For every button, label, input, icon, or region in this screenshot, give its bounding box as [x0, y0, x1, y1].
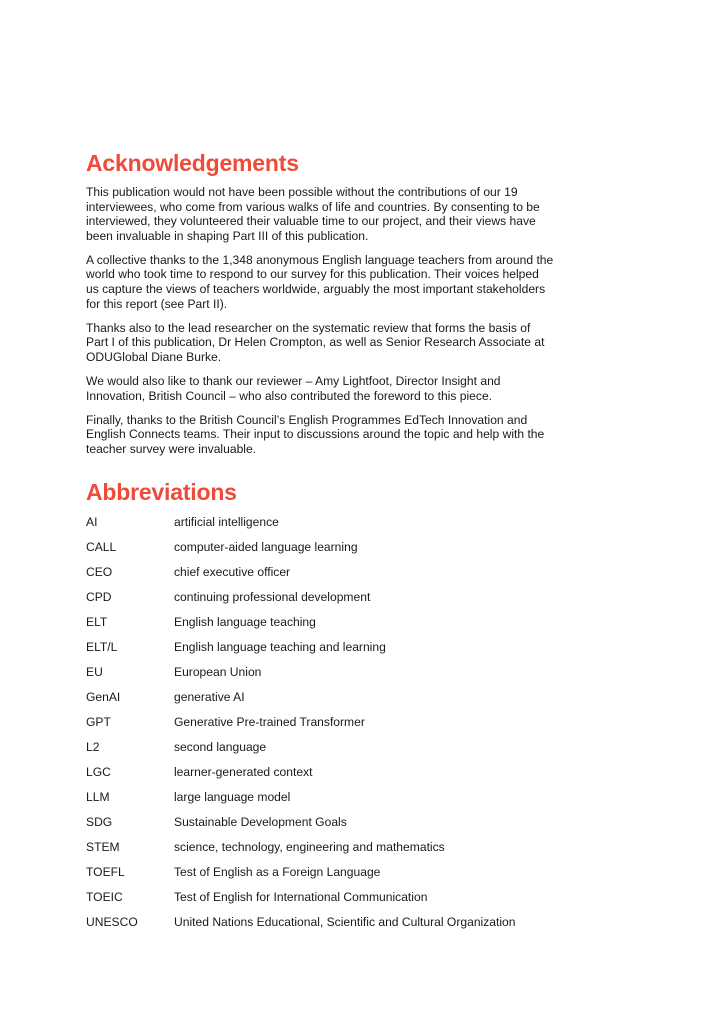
abbreviation-term: GPT [86, 714, 111, 729]
abbreviation-term: LGC [86, 764, 111, 779]
abbreviation-term: GenAI [86, 689, 121, 704]
abbreviation-definition: chief executive officer [174, 564, 291, 579]
abbreviation-definition: learner-generated context [174, 764, 313, 779]
abbreviation-term: STEM [86, 839, 120, 854]
abbreviation-row [86, 565, 554, 590]
abbreviation-term: AI [86, 514, 98, 529]
abbreviation-definition: continuing professional development [174, 589, 371, 604]
document-page [86, 148, 554, 940]
abbreviation-row [86, 915, 554, 940]
abbreviation-definition: English language teaching [174, 614, 316, 629]
abbreviation-row [86, 790, 554, 815]
abbreviation-definition: large language model [174, 789, 291, 804]
abbreviation-definition: Sustainable Development Goals [174, 814, 347, 829]
abbreviation-row [86, 765, 554, 790]
abbreviation-row [86, 540, 554, 565]
acknowledgements-section [86, 148, 554, 457]
acknowledgements-paragraph: A collective thanks to the 1,348 anonymous English language teachers from around the world who took time to respond to our survey for this publication. Their voices helped us capture the views of teachers worldwide, arguably the most important stakeholders for this report (see Part II). [86, 252, 554, 311]
abbreviation-row [86, 615, 554, 640]
abbreviation-term: SDG [86, 814, 113, 829]
acknowledgements-paragraph: Finally, thanks to the British Council’s English Programmes EdTech Innovation and English Connects teams. Their input to discussions around the topic and help with the teacher survey were invaluable. [86, 412, 545, 456]
abbreviation-term: L2 [86, 739, 100, 754]
abbreviation-definition: second language [174, 739, 267, 754]
abbreviation-term: CALL [86, 539, 117, 554]
abbreviation-definition: Test of English as a Foreign Language [174, 864, 381, 879]
abbreviation-term: TOEIC [86, 889, 123, 904]
abbreviation-row [86, 515, 554, 540]
abbreviation-term: TOEFL [86, 864, 125, 879]
abbreviation-row [86, 590, 554, 615]
abbreviation-row [86, 690, 554, 715]
abbreviation-row [86, 740, 554, 765]
abbreviation-definition: science, technology, engineering and mathematics [174, 839, 445, 854]
abbreviation-definition: United Nations Educational, Scientific and Cultural Organization [174, 914, 516, 929]
abbreviation-term: UNESCO [86, 914, 138, 929]
abbreviation-row [86, 665, 554, 690]
abbreviation-term: ELT [86, 614, 108, 629]
abbreviation-term: EU [86, 664, 103, 679]
acknowledgements-heading: Acknowledgements [86, 150, 299, 176]
abbreviation-row [86, 840, 554, 865]
abbreviation-definition: English language teaching and learning [174, 639, 386, 654]
abbreviation-definition: Test of English for International Communication [174, 889, 428, 904]
abbreviation-definition: artificial intelligence [174, 514, 279, 529]
abbreviation-definition: generative AI [174, 689, 245, 704]
acknowledgements-paragraph: We would also like to thank our reviewer – Amy Lightfoot, Director Insight and Innovation, British Council – who also contributed the foreword to this piece. [86, 374, 501, 403]
abbreviations-section [86, 477, 554, 940]
abbreviation-definition: Generative Pre-trained Transformer [174, 714, 365, 729]
abbreviations-list [86, 515, 554, 940]
abbreviation-definition: European Union [174, 664, 262, 679]
abbreviation-row [86, 890, 554, 915]
abbreviation-term: CEO [86, 564, 113, 579]
abbreviation-definition: computer-aided language learning [174, 539, 358, 554]
abbreviation-row [86, 640, 554, 665]
acknowledgements-paragraph: This publication would not have been possible without the contributions of our 19 interviewees, who come from various walks of life and countries. By consenting to be interviewed, they volunteered their valuable time to our project, and their views have been invaluable in shaping Part III of this publication. [86, 185, 540, 243]
abbreviation-term: CPD [86, 589, 112, 604]
abbreviation-term: LLM [86, 789, 110, 804]
abbreviation-row [86, 865, 554, 890]
abbreviation-row [86, 715, 554, 740]
abbreviations-heading: Abbreviations [86, 478, 237, 505]
abbreviation-term: ELT/L [86, 639, 118, 654]
acknowledgements-paragraph: Thanks also to the lead researcher on the systematic review that forms the basis of Part I of this publication, Dr Helen Crompton, as well as Senior Research Associate at ODUGlobal Diane Burke. [86, 320, 545, 364]
abbreviation-row [86, 815, 554, 840]
